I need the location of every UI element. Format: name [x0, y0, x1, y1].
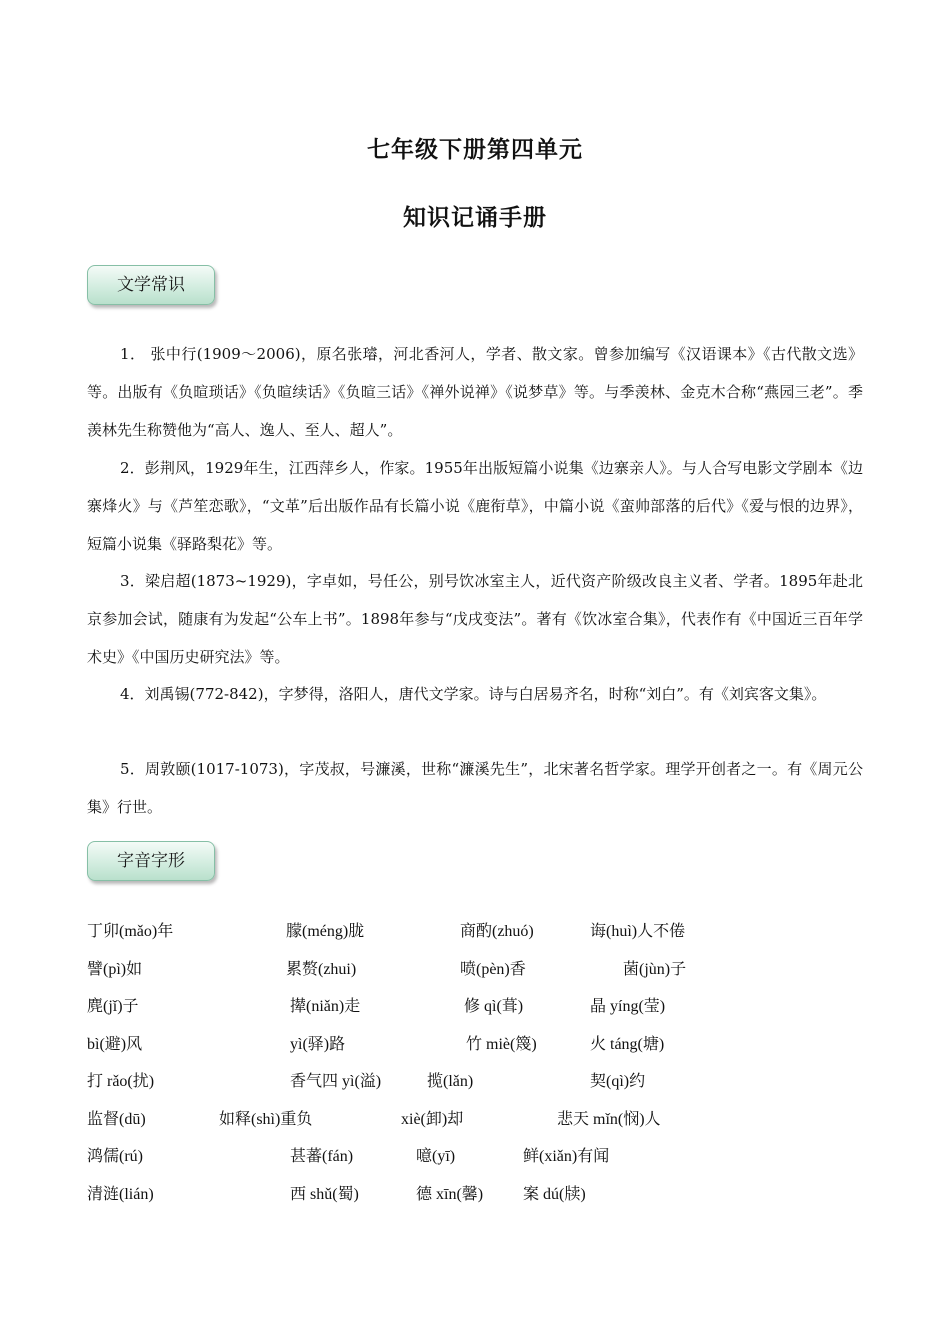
vocab-item: 喷(pèn)香 — [460, 961, 526, 978]
page-title: 七年级下册第四单元 — [367, 136, 583, 163]
vocab-item: 如释(shì)重负 — [219, 1111, 313, 1128]
vocab-item: 打 rǎo(扰) — [87, 1073, 155, 1090]
vocab-item: 清涟(lián) — [87, 1186, 154, 1203]
vocab-item: 商酌(zhuó) — [460, 923, 534, 940]
vocab-item: 监督(dū) — [87, 1111, 146, 1128]
vocab-item: 案 dú(牍) — [523, 1186, 586, 1203]
page-subtitle: 知识记诵手册 — [403, 204, 547, 231]
vocab-item: xiè(卸)却 — [401, 1111, 464, 1128]
vocab-item: 鲜(xiǎn)有闻 — [523, 1148, 610, 1165]
vocab-item: 累赘(zhui) — [286, 961, 357, 978]
vocab-item: 诲(huì)人不倦 — [590, 923, 686, 940]
vocab-item: 修 qì(葺) — [464, 998, 524, 1015]
vocab-item: yì(驿)路 — [290, 1036, 346, 1053]
vocab-item: 悲天 mǐn(悯)人 — [557, 1111, 661, 1128]
vocab-item: 朦(méng)胧 — [286, 923, 365, 940]
literature-paragraph: 4．刘禹锡(772-842)，字梦得，洛阳人，唐代文学家。诗与白居易齐名，时称“刘白”。有《刘宾客文集》。 — [120, 685, 827, 703]
vocab-item: 譬(pì)如 — [87, 961, 143, 978]
vocab-item: 竹 miè(篾) — [466, 1036, 537, 1053]
vocab-item: 麂(jǐ)子 — [87, 998, 139, 1015]
vocab-item: 菌(jùn)子 — [623, 961, 687, 978]
vocab-item: 噫(yī) — [416, 1148, 456, 1165]
vocab-item: 火 táng(塘) — [590, 1036, 665, 1053]
literature-paragraph: 5．周敦颐(1017-1073)，字茂叔，号濂溪，世称“濂溪先生”，北宋著名哲学家。理学开创者之一。有《周元公集》行世。 — [87, 760, 863, 816]
literature-paragraph: 1． 张中行(1909～2006)，原名张璿，河北香河人，学者、散文家。曾参加编写《汉语课本》《古代散文选》等。出版有《负暄琐话》《负暄续话》《负暄三话》《禅外说禅》《说梦草》等。与季羡林、金克木合称“燕园三老”。季羡林先生称赞他为“高人、逸人、至人、超人”。 — [87, 345, 863, 439]
vocab-item: 撵(niǎn)走 — [290, 998, 361, 1015]
literature-paragraph: 3．梁启超(1873~1929)，字卓如，号任公，别号饮冰室主人，近代资产阶级改良主义者、学者。1895年赴北京参加会试，随康有为发起“公车上书”。1898年参与“戊戌变法”。著有《饮冰室合集》，代表作有《中国近三百年学术史》《中国历史研究法》等。 — [87, 572, 863, 666]
vocab-item: 揽(lǎn) — [427, 1073, 474, 1090]
vocab-item: 香气四 yì(溢) — [290, 1073, 382, 1090]
vocab-item: bì(避)风 — [87, 1036, 143, 1053]
vocab-item: 甚蕃(fán) — [290, 1148, 354, 1165]
vocab-item: 丁卯(mǎo)年 — [87, 923, 174, 940]
vocab-item: 德 xīn(馨) — [416, 1186, 484, 1203]
literature-paragraph: 2．彭荆风，1929年生，江西萍乡人，作家。1955年出版短篇小说集《边寨亲人》。与人合写电影文学剧本《边寨烽火》与《芦笙恋歌》，“文革”后出版作品有长篇小说《鹿衔草》，中篇小说《蛮帅部落的后代》《爱与恨的边界》，短篇小说集《驿路梨花》等。 — [87, 459, 863, 553]
vocab-item: 鸿儒(rú) — [87, 1148, 143, 1165]
vocab-item: 契(qì)约 — [590, 1073, 646, 1090]
section-label-literature: 文学常识 — [87, 265, 215, 305]
section-label-pronunciation: 字音字形 — [87, 841, 215, 881]
vocab-item: 晶 yíng(莹) — [590, 998, 666, 1015]
vocab-item: 西 shǔ(蜀) — [290, 1186, 359, 1203]
